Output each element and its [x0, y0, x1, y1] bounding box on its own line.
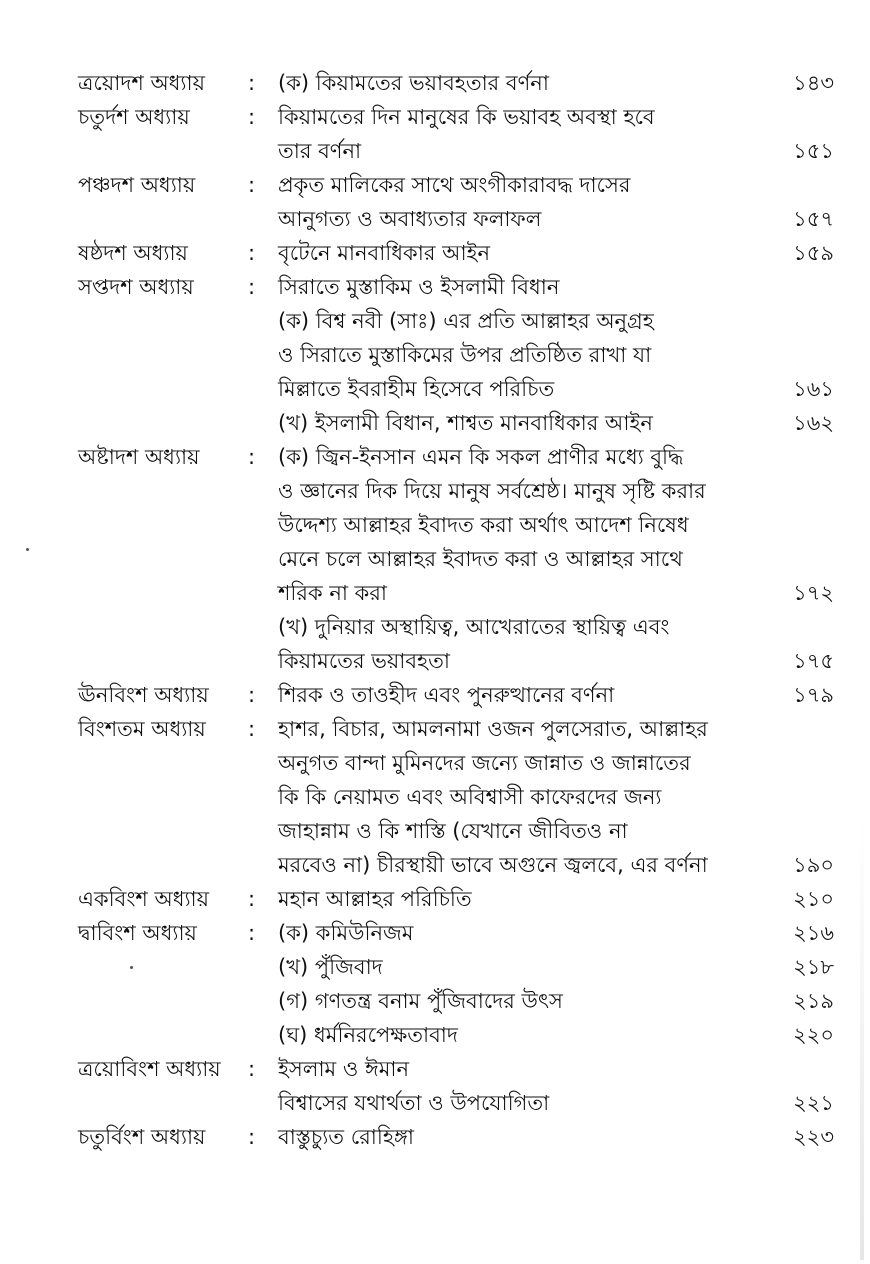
entry-title: অনুগত বান্দা মুমিনদের জন্যে জান্নাত ও জান্নাতের	[278, 751, 691, 775]
entry-title: (ক) কমিউনিজম	[278, 921, 414, 945]
entry-title: সিরাতে মুস্তাকিম ও ইসলামী বিধান	[278, 275, 560, 299]
toc-row	[0, 610, 870, 644]
toc-row	[0, 270, 870, 304]
toc-row	[0, 746, 870, 780]
chapter-label: পঞ্চদশ অধ্যায়	[78, 173, 196, 197]
page-number: ২২৩	[793, 1125, 834, 1149]
chapter-label: বিংশতম অধ্যায়	[78, 717, 206, 741]
toc-row	[0, 236, 870, 270]
toc-row	[0, 882, 870, 916]
entry-title: ও জ্ঞানের দিক দিয়ে মানুষ সর্বশ্রেষ্ঠ। মানুষ সৃষ্টি করার	[278, 479, 706, 503]
print-speck	[130, 966, 133, 969]
separator-colon: :	[248, 445, 256, 469]
entry-title: বিশ্বাসের যথার্থতা ও উপযোগিতা	[278, 1091, 550, 1115]
toc-row	[0, 780, 870, 814]
chapter-label: সপ্তদশ অধ্যায়	[78, 275, 194, 299]
page-number: ১৭৫	[793, 649, 834, 673]
toc-row	[0, 406, 870, 440]
entry-title: বাস্তুচ্যুত রোহিঙ্গা	[278, 1125, 414, 1149]
toc-row	[0, 304, 870, 338]
entry-title: (গ) গণতন্ত্র বনাম পুঁজিবাদের উৎস	[278, 989, 563, 1013]
toc-row	[0, 66, 870, 100]
toc-row	[0, 474, 870, 508]
entry-title: মরবেও না) চীরস্থায়ী ভাবে অগুনে জ্বলবে, এর বর্ণনা	[278, 853, 708, 877]
entry-title: প্রকৃত মালিকের সাথে অংগীকারাবদ্ধ দাসের	[278, 173, 631, 197]
toc-row	[0, 576, 870, 610]
toc-row	[0, 848, 870, 882]
toc-row	[0, 916, 870, 950]
chapter-label: অষ্টাদশ অধ্যায়	[78, 445, 200, 469]
print-speck	[26, 548, 29, 551]
entry-title: উদ্দেশ্য আল্লাহর ইবাদত করা অর্থাৎ আদেশ নিষেধ	[278, 513, 689, 537]
page-edge-shadow	[860, 820, 864, 1260]
toc-row	[0, 644, 870, 678]
page-number: ২১৮	[793, 955, 834, 979]
entry-title: ও সিরাতে মুস্তাকিমের উপর প্রতিষ্ঠিত রাখা যা	[278, 343, 652, 367]
page-number: ২১০	[793, 887, 834, 911]
entry-title: শিরক ও তাওহীদ এবং পুনরুত্থানের বর্ণনা	[278, 683, 615, 707]
page-number: ১৪৩	[793, 71, 834, 95]
toc-row	[0, 814, 870, 848]
toc-row	[0, 338, 870, 372]
entry-title: (ঘ) ধর্মনিরপেক্ষতাবাদ	[278, 1023, 458, 1047]
entry-title: মেনে চলে আল্লাহর ইবাদত করা ও আল্লাহর সাথে	[278, 547, 683, 571]
entry-title: কিয়ামতের দিন মানুষের কি ভয়াবহ অবস্থা হবে	[278, 105, 655, 129]
chapter-label: ত্রয়োদশ অধ্যায়	[78, 71, 205, 95]
entry-title: (খ) পুঁজিবাদ	[278, 955, 383, 979]
chapter-label: চতুর্দশ অধ্যায়	[78, 105, 190, 129]
separator-colon: :	[248, 683, 256, 707]
entry-title: হাশর, বিচার, আমলনামা ওজন পুলসেরাত, আল্লাহর	[278, 717, 708, 741]
page-number: ১৬১	[793, 377, 834, 401]
toc-row	[0, 678, 870, 712]
toc-row	[0, 134, 870, 168]
entry-title: (খ) দুনিয়ার অস্থায়িত্ব, আখেরাতের স্থায়িত্ব এবং	[278, 615, 670, 639]
entry-title: আনুগত্য ও অবাধ্যতার ফলাফল	[278, 207, 542, 231]
page-number: ১৬২	[793, 411, 834, 435]
entry-title: মহান আল্লাহর পরিচিতি	[278, 887, 472, 911]
chapter-label: ষষ্ঠদশ অধ্যায়	[78, 241, 188, 265]
separator-colon: :	[248, 241, 256, 265]
chapter-label: ঊনবিংশ অধ্যায়	[78, 683, 209, 707]
separator-colon: :	[248, 105, 256, 129]
chapter-label: একবিংশ অধ্যায়	[78, 887, 210, 911]
separator-colon: :	[248, 1057, 256, 1081]
entry-title: কি কি নেয়ামত এবং অবিশ্বাসী কাফেরদের জন্য	[278, 785, 662, 809]
entry-title: (খ) ইসলামী বিধান, শাশ্বত মানবাধিকার আইন	[278, 411, 653, 435]
entry-title: শরিক না করা	[278, 581, 387, 605]
entry-title: মিল্লাতে ইবরাহীম হিসেবে পরিচিত	[278, 377, 555, 401]
chapter-label: চতুর্বিংশ অধ্যায়	[78, 1125, 206, 1149]
page-number: ১৫১	[793, 139, 834, 163]
toc-row	[0, 168, 870, 202]
separator-colon: :	[248, 887, 256, 911]
chapter-label: দ্বাবিংশ অধ্যায়	[78, 921, 197, 945]
page-number: ১৯০	[793, 853, 834, 877]
separator-colon: :	[248, 173, 256, 197]
toc-row	[0, 440, 870, 474]
toc-row	[0, 1120, 870, 1154]
toc-row	[0, 508, 870, 542]
chapter-label: ত্রয়োবিংশ অধ্যায়	[78, 1057, 221, 1081]
page-number: ২১৯	[793, 989, 834, 1013]
separator-colon: :	[248, 1125, 256, 1149]
separator-colon: :	[248, 717, 256, 741]
page-number: ১৫৯	[793, 241, 834, 265]
page-number: ২২১	[793, 1091, 834, 1115]
entry-title: কিয়ামতের ভয়াবহতা	[278, 649, 450, 673]
page-number: ১৫৭	[793, 207, 834, 231]
separator-colon: :	[248, 921, 256, 945]
entry-title: (ক) বিশ্ব নবী (সাঃ) এর প্রতি আল্লাহর অনুগ্রহ	[278, 309, 654, 333]
toc-row	[0, 1052, 870, 1086]
page-number: ১৭৯	[793, 683, 834, 707]
table-of-contents	[0, 66, 870, 1154]
toc-row	[0, 712, 870, 746]
entry-title: তার বর্ণনা	[278, 139, 362, 163]
toc-row	[0, 100, 870, 134]
page-number: ২১৬	[793, 921, 834, 945]
toc-row	[0, 1086, 870, 1120]
toc-row	[0, 372, 870, 406]
separator-colon: :	[248, 71, 256, 95]
toc-row	[0, 202, 870, 236]
page-number: ১৭২	[793, 581, 834, 605]
toc-row	[0, 542, 870, 576]
toc-row	[0, 1018, 870, 1052]
toc-row	[0, 984, 870, 1018]
entry-title: ইসলাম ও ঈমান	[278, 1057, 409, 1081]
entry-title: (ক) জ্বিন-ইনসান এমন কি সকল প্রাণীর মধ্যে বুদ্ধি	[278, 445, 684, 469]
page-number: ২২০	[793, 1023, 834, 1047]
separator-colon: :	[248, 275, 256, 299]
entry-title: (ক) কিয়ামতের ভয়াবহতার বর্ণনা	[278, 71, 549, 95]
entry-title: বৃটেনে মানবাধিকার আইন	[278, 241, 491, 265]
entry-title: জাহান্নাম ও কি শাস্তি (যেখানে জীবিতও না	[278, 819, 628, 843]
